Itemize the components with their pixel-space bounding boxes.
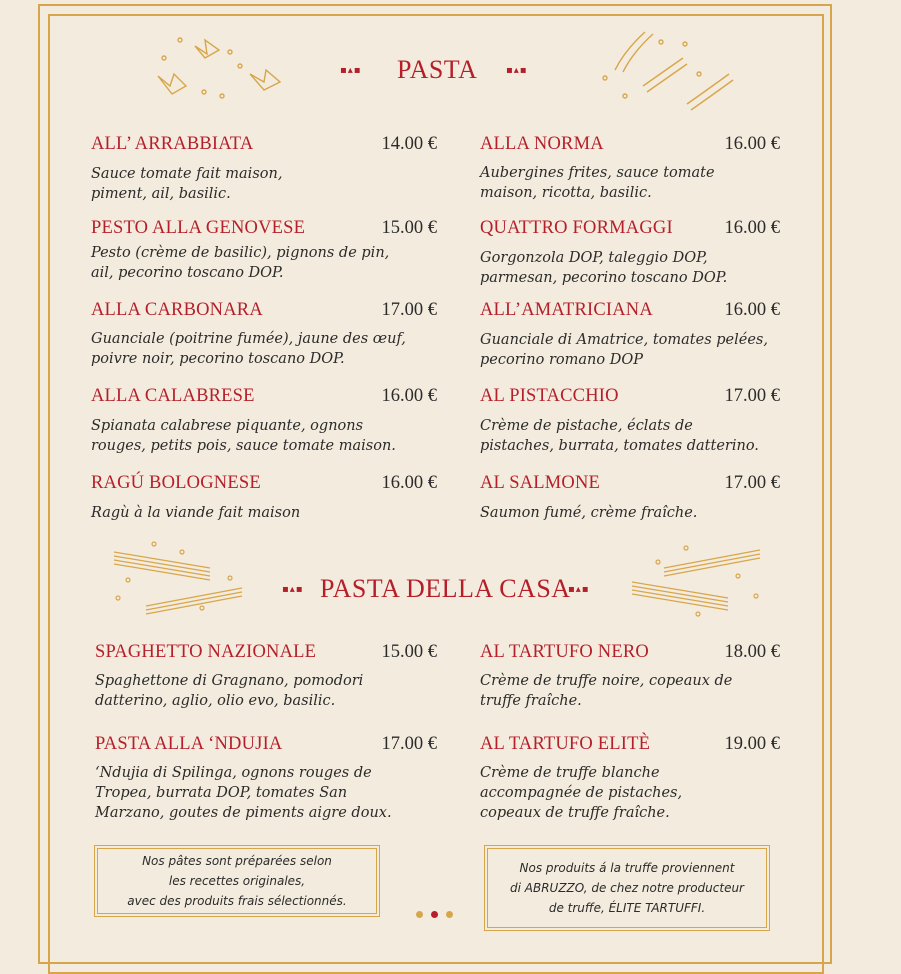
menu-item-price: 17.00 € <box>724 473 780 493</box>
menu-item-name: ALLA CARBONARA <box>91 300 263 320</box>
title-ornament-left: ▪▴▪ <box>282 584 304 595</box>
menu-item-price: 16.00 € <box>381 473 437 493</box>
menu-item-price: 14.00 € <box>381 134 437 154</box>
menu-item-name: QUATTRO FORMAGGI <box>480 218 673 238</box>
desc-line: truffe fraîche. <box>480 693 582 709</box>
menu-item-description <box>480 503 810 523</box>
menu-item-name: ALLA NORMA <box>480 134 604 154</box>
menu-item-description <box>91 329 421 369</box>
note-line: avec des produits frais sélectionnés. <box>127 894 347 908</box>
menu-item-name: ALL’AMATRICIANA <box>480 300 653 320</box>
menu-item-name: AL PISTACCHIO <box>480 386 619 406</box>
menu-item-description <box>480 330 810 370</box>
title-ornament-right: ▪▴▪ <box>506 65 528 76</box>
desc-line: pistaches, burrata, tomates datterino. <box>480 438 759 454</box>
menu-item-price: 18.00 € <box>724 642 780 662</box>
menu-item-description <box>91 243 421 283</box>
menu-item-description <box>95 763 435 823</box>
menu-item-description <box>95 671 425 711</box>
note-line: di ABRUZZO, de chez notre producteur <box>510 881 744 895</box>
menu-item-name: PASTA ALLA ‘NDUJIA <box>95 734 283 754</box>
desc-line: accompagnée de pistaches, <box>480 785 683 801</box>
menu-item-name: AL SALMONE <box>480 473 601 493</box>
section-title-pasta: PASTA <box>397 55 478 84</box>
desc-line: Pesto (crème de basilic), pignons de pin, <box>91 245 390 261</box>
desc-line: pecorino romano DOP <box>480 352 643 368</box>
menu-item-name: RAGÚ BOLOGNESE <box>91 473 261 493</box>
spaghetti-illustration-right <box>628 540 768 620</box>
desc-line: Guanciale (poitrine fumée), jaune des œuf, <box>91 331 406 347</box>
menu-item-description <box>480 163 810 203</box>
menu-item-price: 17.00 € <box>381 300 437 320</box>
desc-line: Sauce tomate fait maison, <box>91 166 283 182</box>
menu-item-price: 16.00 € <box>724 218 780 238</box>
menu-item-description <box>91 164 421 204</box>
desc-line: Guanciale di Amatrice, tomates pelées, <box>480 332 768 348</box>
desc-line: piment, ail, basilic. <box>91 186 231 202</box>
note-line: de truffe, ÉLITE TARTUFFI. <box>548 901 706 915</box>
menu-item-name: AL TARTUFO NERO <box>480 642 649 662</box>
desc-line: poivre noir, pecorino toscano DOP. <box>91 351 345 367</box>
menu-item-description <box>91 503 421 523</box>
page-dot-active <box>431 911 438 918</box>
note-line: Nos produits á la truffe proviennent <box>519 861 735 875</box>
desc-line: datterino, aglio, olio evo, basilic. <box>95 693 336 709</box>
menu-item-price: 15.00 € <box>381 218 437 238</box>
desc-line: ail, pecorino toscano DOP. <box>91 265 284 281</box>
menu-item-price: 15.00 € <box>381 642 437 662</box>
desc-line: Aubergines frites, sauce tomate <box>480 165 715 181</box>
desc-line: Spaghettone di Gragnano, pomodori <box>95 673 364 689</box>
desc-line: Saumon fumé, crème fraîche. <box>480 505 698 521</box>
menu-item-price: 19.00 € <box>724 734 780 754</box>
desc-line: Spianata calabrese piquante, ognons <box>91 418 364 434</box>
desc-line: Ragù à la viande fait maison <box>91 505 301 521</box>
menu-item-price: 16.00 € <box>724 300 780 320</box>
fusilli-illustration <box>595 30 745 110</box>
menu-item-name: SPAGHETTO NAZIONALE <box>95 642 317 662</box>
note-line: Nos pâtes sont préparées selon <box>142 854 332 868</box>
note-box-truffle <box>487 848 767 928</box>
page-dot <box>446 911 453 918</box>
menu-item-price: 17.00 € <box>381 734 437 754</box>
desc-line: maison, ricotta, basilic. <box>480 185 652 201</box>
desc-line: Marzano, goutes de piments aigre doux. <box>95 805 392 821</box>
menu-item-description <box>480 763 810 823</box>
desc-line: Crème de truffe noire, copeaux de <box>480 673 733 689</box>
menu-item-description <box>91 416 421 456</box>
menu-item-description <box>480 671 810 711</box>
section-title-pasta-della-casa: PASTA DELLA CASA <box>320 574 571 603</box>
menu-item-description <box>480 416 810 456</box>
desc-line: rouges, petits pois, sauce tomate maison. <box>91 438 396 454</box>
title-ornament-right: ▪▴▪ <box>568 584 590 595</box>
farfalle-illustration <box>150 32 300 112</box>
desc-line: Gorgonzola DOP, taleggio DOP, <box>480 250 708 266</box>
menu-item-description <box>480 248 810 288</box>
desc-line: parmesan, pecorino toscano DOP. <box>480 270 728 286</box>
page-dot <box>416 911 423 918</box>
desc-line: ‘Ndujia di Spilinga, ognons rouges de <box>95 765 372 781</box>
desc-line: Crème de truffe blanche <box>480 765 660 781</box>
menu-item-name: ALL’ ARRABBIATA <box>91 134 254 154</box>
inner-border <box>48 14 824 974</box>
menu-item-name: PESTO ALLA GENOVESE <box>91 218 306 238</box>
page-indicator <box>416 911 453 918</box>
desc-line: Tropea, burrata DOP, tomates San <box>95 785 348 801</box>
desc-line: copeaux de truffe fraîche. <box>480 805 670 821</box>
title-ornament-left: ▪▴▪ <box>340 65 362 76</box>
menu-item-price: 16.00 € <box>724 134 780 154</box>
desc-line: Crème de pistache, éclats de <box>480 418 693 434</box>
menu-item-price: 16.00 € <box>381 386 437 406</box>
menu-item-name: ALLA CALABRESE <box>91 386 255 406</box>
note-line: les recettes originales, <box>168 874 306 888</box>
note-box-fresh-pasta <box>97 848 377 914</box>
menu-item-price: 17.00 € <box>724 386 780 406</box>
menu-item-name: AL TARTUFO ELITÈ <box>480 734 651 754</box>
spaghetti-illustration-left <box>110 540 250 620</box>
